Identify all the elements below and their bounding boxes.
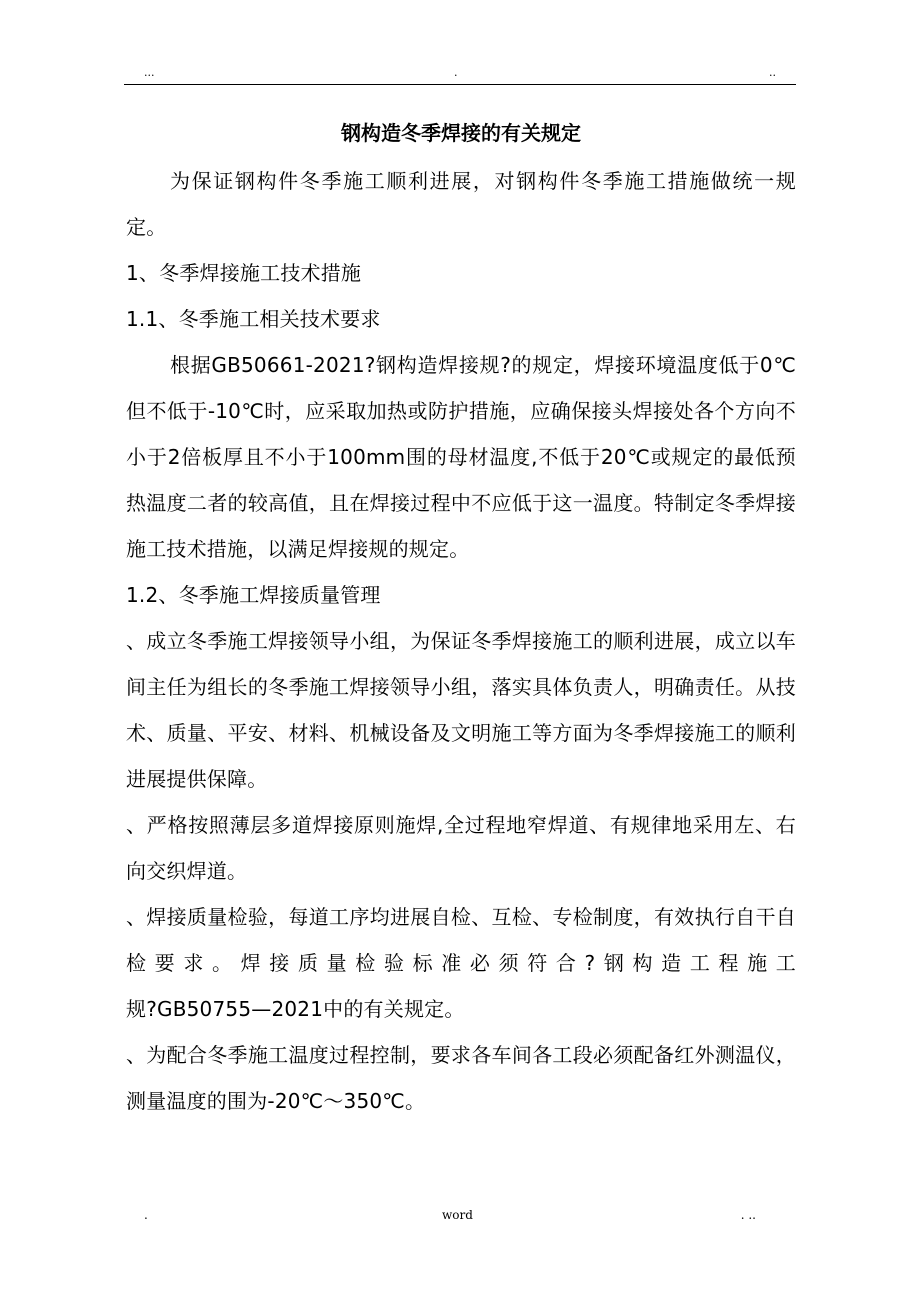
header-middle-mark: . [454, 66, 458, 79]
footer-left-mark: . [144, 1208, 148, 1222]
list-item-temperature-control: 、为配合冬季施工温度过程控制，要求各车间各工段必须配备红外测温仪，测量温度的围为-20℃～350℃。 [126, 1043, 796, 1113]
list-item-leadership-group: 、成立冬季施工焊接领导小组，为保证冬季焊接施工的顺利进展，成立以车间主任为组长的冬季施工焊接领导小组，落实具体负责人，明确责任。从技术、质量、平安、材料、机械设备及文明施工等方面为冬季焊接施工的顺利进展提供保障。 [126, 629, 796, 791]
footer-right-mark: . .. [740, 1208, 756, 1222]
list-item-quality-inspection: 、焊接质量检验，每道工序均进展自检、互检、专检制度，有效执行自干自检要求。焊接质量检验标准必须符合?钢构造工程施工 [126, 905, 796, 975]
document-title: 钢构造冬季焊接的有关规定 [341, 121, 581, 145]
section-heading-1-2: 1.2、冬季施工焊接质量管理 [126, 583, 381, 607]
list-item-welding-principle: 、严格按照薄层多道焊接原则施焊,全过程地窄焊道、有规律地采用左、右向交织焊道。 [126, 813, 796, 883]
section-heading-1: 1、冬季焊接施工技术措施 [126, 261, 362, 285]
footer-word-label: word [442, 1208, 473, 1222]
page-header [124, 64, 796, 85]
intro-paragraph: 为保证钢构件冬季施工顺利进展，对钢构件冬季施工措施做统一规定。 [126, 169, 796, 239]
page-footer [124, 1208, 796, 1228]
header-left-mark: ... [144, 66, 155, 79]
list-item-quality-inspection-cont: 规?GB50755—2021中的有关规定。 [126, 997, 465, 1021]
section-heading-1-1: 1.1、冬季施工相关技术要求 [126, 307, 381, 331]
header-right-mark: .. [769, 66, 776, 79]
requirements-paragraph: 根据GB50661-2021?钢构造焊接规?的规定，焊接环境温度低于0℃但不低于-10℃时，应采取加热或防护措施，应确保接头焊接处各个方向不小于2倍板厚且不小于100mm围的母材温度,不低于20℃或规定的最低预热温度二者的较高值，且在焊接过程中不应低于这一温度。特制定冬季焊接施工技术措施，以满足焊接规的规定。 [126, 353, 796, 561]
document-body [126, 118, 796, 1124]
